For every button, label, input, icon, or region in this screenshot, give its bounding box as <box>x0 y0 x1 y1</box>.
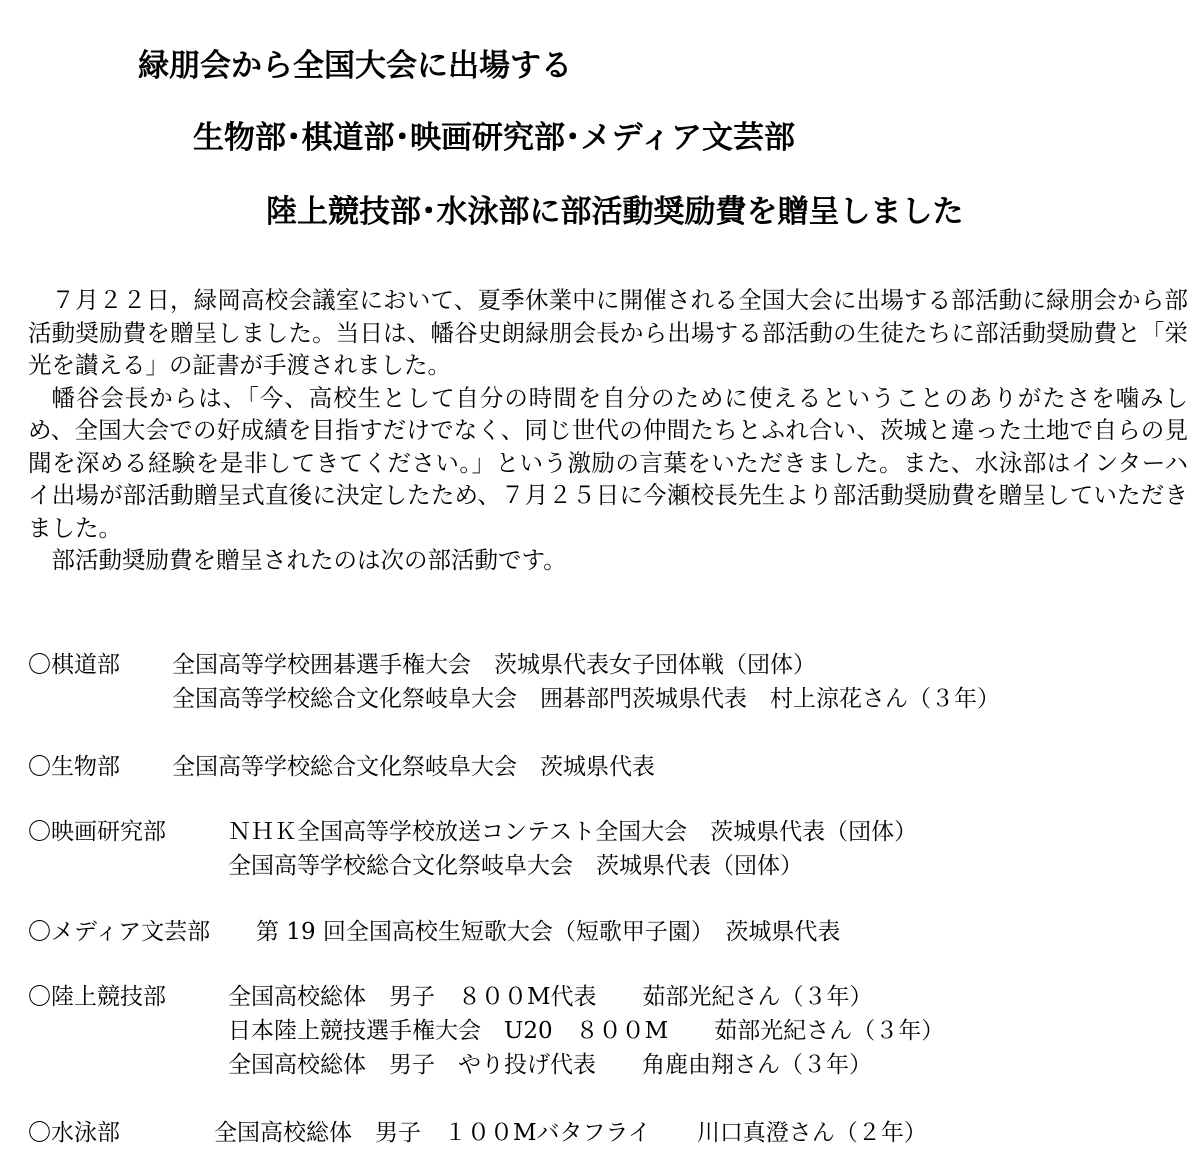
club-name: 〇映画研究部 <box>28 819 166 845</box>
club-event: 全国高校総体 男子 ８００M代表 茹部光紀さん（３年） <box>228 984 873 1010</box>
paragraph-ceremony: ７月２２日，緑岡高校会議室において、夏季休業中に開催される全国大会に出場する部活動に緑朋会から部活動奨励費を贈呈しました。当日は、幡谷史朗緑朋会長から出場する部活動の生徒たちに部活動奨励費と「栄光を讃える」の証書が手渡されました。 <box>28 286 1188 379</box>
club-event: 全国高等学校総合文化祭岐阜大会 茨城県代表（団体） <box>228 853 803 879</box>
club-event: 全国高校総体 男子 １００Mバタフライ 川口真澄さん（２年） <box>214 1120 927 1146</box>
club-entry-swimming <box>28 1116 927 1150</box>
title-line-1: 緑朋会から全国大会に出場する <box>138 48 572 84</box>
title-line-3: 陸上競技部･水泳部に部活動奨励費を贈呈しました <box>266 194 964 230</box>
club-name: 〇陸上競技部 <box>28 984 166 1010</box>
club-entry-film <box>28 815 917 883</box>
club-event: 全国高等学校総合文化祭岐阜大会 囲碁部門茨城県代表 村上涼花さん（３年） <box>172 686 1000 712</box>
paragraph-message: 幡谷会長からは、「今、高校生として自分の時間を自分のために使えるということのありがたさを噛みしめ、全国大会での好成績を目指すだけでなく、同じ世代の仲間たちとふれ合い、茨城と違った土地で自らの見聞を深める経験を是非してきてください。」という激励の言葉をいただきました。また、水泳部はインターハイ出場が部活動贈呈式直後に決定したため、７月２５日に今瀬校長先生より部活動奨励費を贈呈していただきました。 <box>28 383 1188 542</box>
club-event: 全国高等学校囲碁選手権大会 茨城県代表女子団体戦（団体） <box>172 652 816 678</box>
club-entry-track <box>28 980 944 1082</box>
body-text <box>28 284 1188 577</box>
club-event: 第 19 回全国高校生短歌大会（短歌甲子園） 茨城県代表 <box>256 919 841 945</box>
club-name: 〇生物部 <box>28 754 120 780</box>
club-name: 〇水泳部 <box>28 1120 120 1146</box>
club-event: 日本陸上競技選手権大会 U20 ８００M 茹部光紀さん（３年） <box>228 1018 945 1044</box>
club-entry-media <box>28 915 840 949</box>
club-event: 全国高等学校総合文化祭岐阜大会 茨城県代表 <box>172 754 655 780</box>
paragraph-list-intro: 部活動奨励費を贈呈されたのは次の部活動です。 <box>51 546 567 574</box>
club-event: ＮＨＫ全国高等学校放送コンテスト全国大会 茨城県代表（団体） <box>228 819 918 845</box>
club-entry-biology <box>28 750 655 784</box>
title-line-2: 生物部･棋道部･映画研究部･メディア文芸部 <box>193 120 796 156</box>
club-name: 〇メディア文芸部 <box>28 919 211 945</box>
club-entry-shogi <box>28 648 1000 716</box>
club-name: 〇棋道部 <box>28 652 120 678</box>
club-event: 全国高校総体 男子 やり投げ代表 角鹿由翔さん（３年） <box>228 1052 872 1078</box>
